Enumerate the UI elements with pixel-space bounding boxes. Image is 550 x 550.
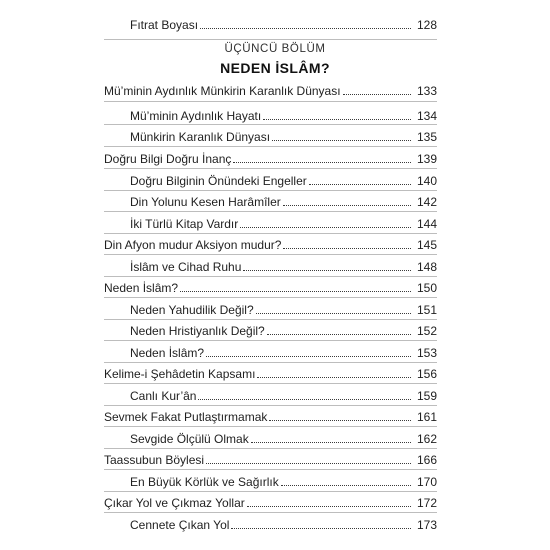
entry-title: En Büyük Körlük ve Sağırlık: [130, 475, 279, 489]
divider: [104, 512, 437, 513]
toc-entry: [130, 193, 437, 209]
entry-title: Cennete Çıkan Yol: [130, 518, 230, 532]
page-number: 148: [416, 260, 437, 274]
entry-title: Fıtrat Boyası: [130, 18, 199, 32]
entry-title: Neden İslâm?: [130, 346, 205, 360]
divider: [104, 383, 437, 384]
entry-title: Din Afyon mudur Aksiyon mudur?: [104, 238, 282, 252]
entry-title: Kelime-i Şehâdetin Kapsamı: [104, 367, 256, 381]
entry-title: Sevmek Fakat Putlaştırmamak: [104, 410, 268, 424]
divider: [104, 340, 437, 341]
dot-leader: [272, 140, 411, 141]
page-number: 135: [416, 130, 437, 144]
toc-entry: [104, 365, 437, 381]
dot-leader: [231, 528, 411, 529]
dot-leader: [257, 377, 411, 378]
divider: [104, 469, 437, 470]
section-title: NEDEN İSLÂM?: [220, 60, 330, 76]
dot-leader: [269, 420, 411, 421]
toc-entry: [130, 258, 437, 274]
toc-entry: [104, 451, 437, 467]
entry-title: Münkirin Karanlık Dünyası: [130, 130, 271, 144]
entry-title: İki Türlü Kitap Vardır: [130, 217, 239, 231]
dot-leader: [240, 227, 411, 228]
page-number: 142: [416, 195, 437, 209]
page-number: 145: [416, 238, 437, 252]
dot-leader: [233, 162, 411, 163]
entry-title: Canlı Kur’ân: [130, 389, 197, 403]
dot-leader: [180, 291, 411, 292]
section-label: ÜÇÜNCÜ BÖLÜM: [224, 43, 326, 55]
toc-entry: [130, 322, 437, 338]
page-number: 134: [416, 109, 437, 123]
page-number: 172: [416, 496, 437, 510]
divider: [104, 319, 437, 320]
dot-leader: [200, 28, 411, 29]
toc-entry: [130, 301, 437, 317]
dot-leader: [309, 184, 411, 185]
toc-entry: [130, 16, 437, 32]
entry-title: Mü’minin Aydınlık Münkirin Karanlık Dünyası: [104, 84, 341, 98]
divider: [104, 448, 437, 449]
divider: [104, 362, 437, 363]
entry-title: Çıkar Yol ve Çıkmaz Yollar: [104, 496, 245, 510]
divider: [104, 211, 437, 212]
page-number: 150: [416, 281, 437, 295]
toc-entry: [104, 408, 437, 424]
entry-title: Mü’minin Aydınlık Hayatı: [130, 109, 262, 123]
toc-entry: [130, 128, 437, 144]
page-number: 162: [416, 432, 437, 446]
page-number: 170: [416, 475, 437, 489]
entry-title: Doğru Bilginin Önündeki Engeller: [130, 174, 307, 188]
divider: [104, 124, 437, 125]
page-number: 139: [416, 152, 437, 166]
dot-leader: [263, 119, 411, 120]
page-number: 140: [416, 174, 437, 188]
toc-entry: [104, 494, 437, 510]
page-number: 153: [416, 346, 437, 360]
toc-entry: [130, 107, 437, 123]
toc-entry: [130, 215, 437, 231]
toc-entry: [130, 172, 437, 188]
toc-entry: [130, 473, 437, 489]
divider: [104, 39, 437, 40]
page-number: 152: [416, 324, 437, 338]
dot-leader: [206, 356, 411, 357]
entry-title: Sevgide Ölçülü Olmak: [130, 432, 249, 446]
toc-entry: [104, 279, 437, 295]
dot-leader: [283, 248, 411, 249]
divider: [104, 276, 437, 277]
entry-title: İslâm ve Cihad Ruhu: [130, 260, 242, 274]
toc-entry: [130, 516, 437, 532]
toc-entry: [104, 150, 437, 166]
entry-title: Taassubun Böylesi: [104, 453, 205, 467]
entry-title: Neden Hristiyanlık Değil?: [130, 324, 265, 338]
dot-leader: [198, 399, 411, 400]
entry-title: Din Yolunu Kesen Harâmîler: [130, 195, 281, 209]
dot-leader: [283, 205, 411, 206]
dot-leader: [251, 442, 411, 443]
entry-title: Doğru Bilgi Doğru İnanç: [104, 152, 232, 166]
divider: [104, 233, 437, 234]
toc-entry: [130, 344, 437, 360]
dot-leader: [206, 463, 411, 464]
toc-entry: [104, 236, 437, 252]
page-number: 156: [416, 367, 437, 381]
entry-title: Neden Yahudilik Değil?: [130, 303, 254, 317]
dot-leader: [247, 506, 411, 507]
divider: [104, 190, 437, 191]
dot-leader: [267, 334, 411, 335]
toc-entry: [130, 387, 437, 403]
page-number: 173: [416, 518, 437, 532]
page-number: 166: [416, 453, 437, 467]
dot-leader: [281, 485, 411, 486]
divider: [104, 491, 437, 492]
page-number: 159: [416, 389, 437, 403]
toc-entry: [130, 430, 437, 446]
divider: [104, 405, 437, 406]
divider: [104, 168, 437, 169]
page-number: 128: [416, 18, 437, 32]
dot-leader: [343, 94, 411, 95]
dot-leader: [243, 270, 411, 271]
divider: [104, 254, 437, 255]
divider: [104, 101, 437, 102]
entry-title: Neden İslâm?: [104, 281, 179, 295]
page-number: 144: [416, 217, 437, 231]
page-number: 151: [416, 303, 437, 317]
page-number: 161: [416, 410, 437, 424]
divider: [104, 297, 437, 298]
divider: [104, 146, 437, 147]
toc-entry: [104, 82, 437, 98]
page-number: 133: [416, 84, 437, 98]
dot-leader: [256, 313, 411, 314]
divider: [104, 426, 437, 427]
